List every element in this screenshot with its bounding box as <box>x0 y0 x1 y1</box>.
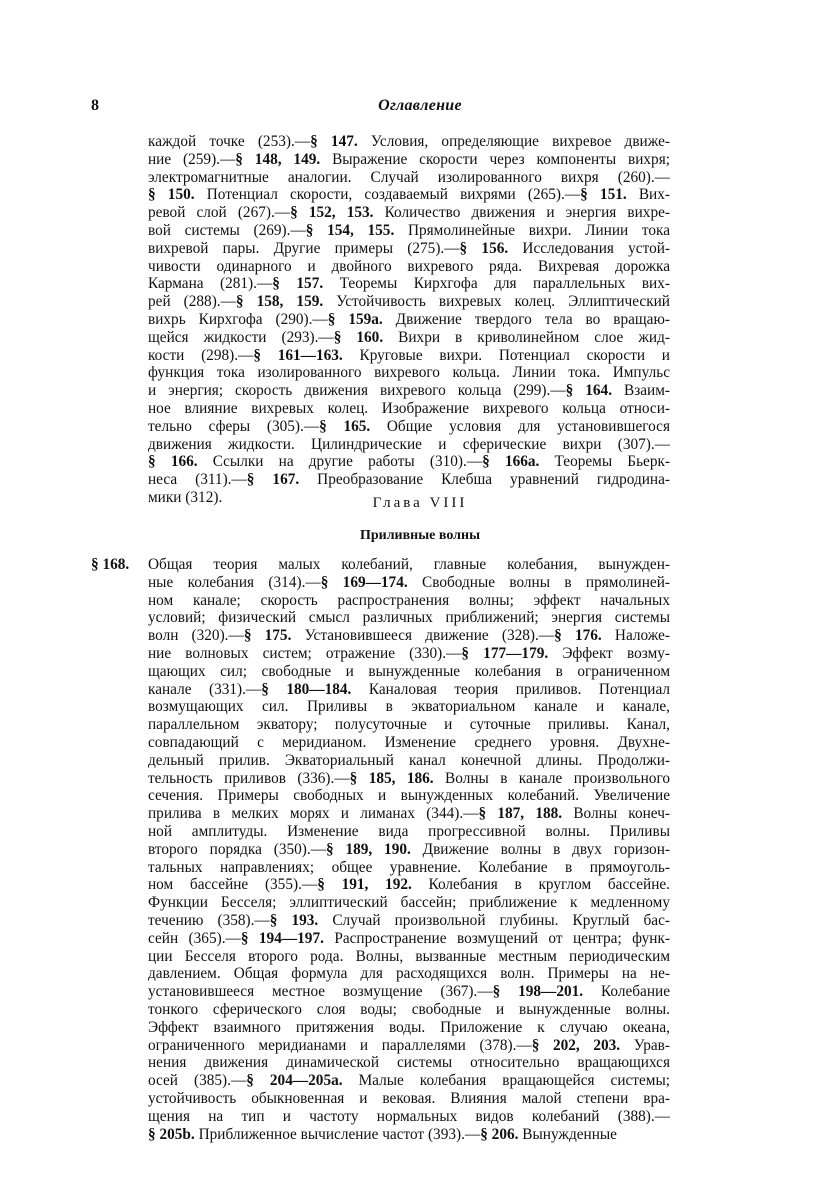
text-line: совпадающий с меридианом. Изменение среднего уровня. Двухне- <box>148 733 670 751</box>
text-line: ние волновых систем; отражение (330).—§ 177—179. Эффект возму- <box>148 644 670 662</box>
text-line: электромагнитные аналогии. Случай изолированного вихря (260).— <box>148 168 670 186</box>
text-line: § 205b. Приближенное вычисление частот (393).—§ 206. Вынужденные <box>148 1125 617 1143</box>
toc-continuation-text <box>148 133 670 507</box>
text-line: давлением. Общая формула для расходящихся волн. Примеры на не- <box>148 965 670 983</box>
text-line: осей (385).—§ 204—205a. Малые колебания вращающейся системы; <box>148 1072 670 1090</box>
text-line: функция тока изолированного вихревого кольца. Линии тока. Импульс <box>148 364 670 382</box>
text-line: ном канале; скорость распространения волны; эффект начальных <box>148 591 670 609</box>
text-line: Эффект взаимного притяжения воды. Приложение к случаю океана, <box>148 1018 670 1036</box>
text-line: § 166. Ссылки на другие работы (310).—§ 166a. Теоремы Бьерк- <box>148 453 670 471</box>
section-text <box>148 556 670 1143</box>
text-line: вой системы (269).—§ 154, 155. Прямолинейные вихри. Линии тока <box>148 221 670 239</box>
text-line: щения на тип и частоту нормальных видов колебаний (388).— <box>148 1107 670 1125</box>
text-line: ные колебания (314).—§ 169—174. Свободные волны в прямолиней- <box>148 573 670 591</box>
text-line: Общая теория малых колебаний, главные колебания, вынужден- <box>148 556 670 573</box>
text-line: мики (312). <box>148 488 223 506</box>
text-line: канале (331).—§ 180—184. Каналовая теория приливов. Потенциал <box>148 680 670 698</box>
text-line: второго порядка (350).—§ 189, 190. Движение волны в двух горизон- <box>148 840 670 858</box>
text-line: щейся жидкости (293).—§ 160. Вихри в криволинейном слое жид- <box>148 328 670 346</box>
text-line: кости (298).—§ 161—163. Круговые вихри. Потенциал скорости и <box>148 346 670 364</box>
text-line: течению (358).—§ 193. Случай произвольной глубины. Круглый бас- <box>148 911 670 929</box>
text-line: возмущающих сил. Приливы в экваториальном канале и канале, <box>148 698 670 716</box>
text-line: неса (311).—§ 167. Преобразование Клебша уравнений гидродина- <box>148 471 670 489</box>
text-line: Кармана (281).—§ 157. Теоремы Кирхгофа для параллельных вих- <box>148 275 670 293</box>
text-line: прилива в мелких морях и лиманах (344).—§ 187, 188. Волны конеч- <box>148 805 670 823</box>
running-title: Оглавление <box>378 97 462 114</box>
text-line: тельность приливов (336).—§ 185, 186. Волны в канале произвольного <box>148 769 670 787</box>
text-line: щающих сил; свободные и вынужденные колебания в ограниченном <box>148 662 670 680</box>
text-line: дельный прилив. Экваториальный канал конечной длины. Продолжи- <box>148 751 670 769</box>
text-line: § 150. Потенциал скорости, создаваемый вихрями (265).—§ 151. Вих- <box>148 186 670 204</box>
text-line: рей (288).—§ 158, 159. Устойчивость вихревых колец. Эллиптический <box>148 293 670 311</box>
text-line: ном бассейне (355).—§ 191, 192. Колебания в круглом бассейне. <box>148 876 670 894</box>
text-line: ограниченного меридианами и параллелями (378).—§ 202, 203. Урав- <box>148 1036 670 1054</box>
text-line: тальных направлениях; общее уравнение. Колебание в прямоуголь- <box>148 858 670 876</box>
text-line: и энергия; скорость движения вихревого кольца (299).—§ 164. Взаим- <box>148 382 670 400</box>
text-line: движения жидкости. Цилиндрические и сферические вихри (307).— <box>148 435 670 453</box>
text-line: устойчивость обыкновенная и вековая. Влияния малой степени вра- <box>148 1089 670 1107</box>
text-line: чивости одинарного и двойного вихревого ряда. Вихревая дорожка <box>148 257 670 275</box>
text-line: ние (259).—§ 148, 149. Выражение скорости через компоненты вихря; <box>148 150 670 168</box>
text-line: тонкого сферического слоя воды; свободные и вынужденные волны. <box>148 1000 670 1018</box>
text-line: сейн (365).—§ 194—197. Распространение возмущений от центра; функ- <box>148 929 670 947</box>
chapter-heading: Глава VIII <box>372 495 468 511</box>
text-line: сечения. Примеры свободных и вынужденных колебаний. Увеличение <box>148 787 670 805</box>
chapter-title: Приливные волны <box>359 528 481 543</box>
text-line: параллельном экватору; полусуточные и суточные приливы. Канал, <box>148 716 670 734</box>
text-line: ции Бесселя второго рода. Волны, вызванные местным периодическим <box>148 947 670 965</box>
text-line: условий; физический смысл различных приближений; энергия системы <box>148 609 670 627</box>
text-line: ное влияние вихревых колец. Изображение вихревого кольца относи- <box>148 399 670 417</box>
section-number: § 168. <box>91 556 130 573</box>
text-line: тельно сферы (305).—§ 165. Общие условия для установившегося <box>148 417 670 435</box>
text-line: вихрь Кирхгофа (290).—§ 159a. Движение твердого тела во вращаю- <box>148 310 670 328</box>
text-line: Функции Бесселя; эллиптический бассейн; приближение к медленному <box>148 894 670 912</box>
text-line: ной амплитуды. Изменение вида прогрессивной волны. Приливы <box>148 822 670 840</box>
text-line: установившееся местное возмущение (367).—§ 198—201. Колебание <box>148 983 670 1001</box>
text-line: ревой слой (267).—§ 152, 153. Количество движения и энергия вихре- <box>148 204 670 222</box>
text-line: нения движения динамической системы относительно вращающихся <box>148 1054 670 1072</box>
text-line: вихревой пары. Другие примеры (275).—§ 156. Исследования устой- <box>148 239 670 257</box>
page-number: 8 <box>91 97 99 114</box>
text-line: каждой точке (253).—§ 147. Условия, определяющие вихревое движе- <box>148 133 670 150</box>
text-line: волн (320).—§ 175. Установившееся движение (328).—§ 176. Наложе- <box>148 627 670 645</box>
